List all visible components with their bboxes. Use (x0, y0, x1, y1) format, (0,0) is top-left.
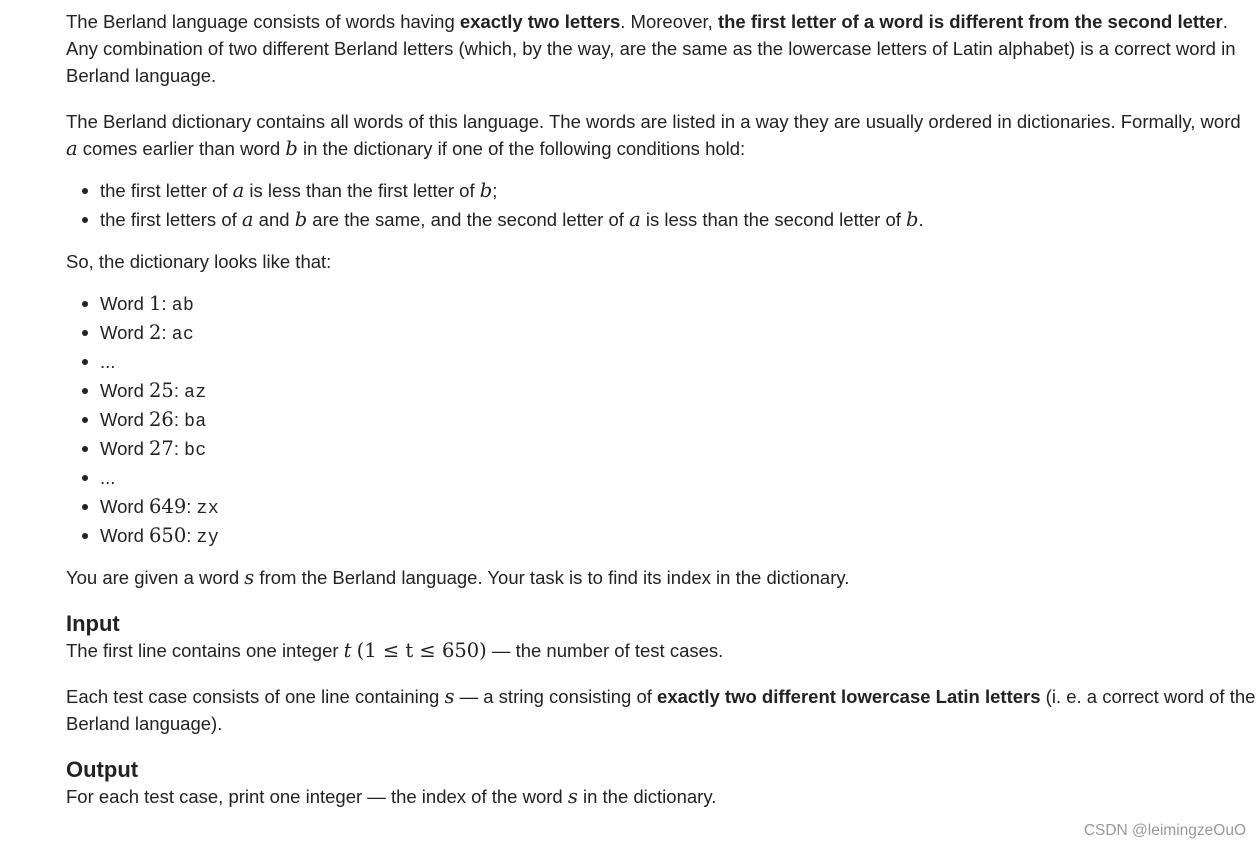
condition-item (66, 176, 1256, 205)
word-number: 27 (149, 437, 174, 460)
output-text-2: in the dictionary. (577, 786, 717, 807)
intro-text-2: . Moreover, (620, 11, 718, 32)
word-code: bc (184, 441, 207, 461)
task-text-2: from the Berland language. Your task is to find its index in the dictionary. (254, 567, 850, 588)
word-label: Word (100, 322, 144, 343)
input-line-2 (66, 683, 1256, 737)
word-list-ellipsis (66, 347, 1256, 376)
input-text-5: (i. e. a correct word of the Berland language). (66, 686, 1256, 734)
word-label: Word (100, 380, 144, 401)
bullet-icon (82, 533, 88, 539)
word-list-item: Word 650: zy (66, 521, 1256, 550)
math-var-a: a (241, 208, 254, 231)
condition-text: is less than the first letter of (244, 180, 480, 201)
looks-like-paragraph: So, the dictionary looks like that: (66, 251, 332, 272)
word-number: 26 (149, 408, 174, 431)
condition-text: and (253, 209, 295, 230)
word-label: Word (100, 438, 144, 459)
dictionary-paragraph (66, 108, 1256, 162)
word-list-item: Word 26: ba (66, 405, 1256, 434)
dict-text-1: The Berland dictionary contains all words of this language. The words are listed in a way they are usually ordered in dictionaries. Formally, word (66, 111, 1241, 132)
math-var-a: a (66, 137, 78, 160)
bullet-icon (82, 504, 88, 510)
bullet-icon (82, 217, 88, 223)
input-line-1 (66, 637, 1256, 664)
word-number: 25 (149, 379, 174, 402)
word-list-item: Word 2: ac (66, 318, 1256, 347)
word-list-item: Word 27: bc (66, 434, 1256, 463)
math-var-b: b (906, 208, 919, 231)
ellipsis-text: ... (100, 467, 116, 488)
bullet-icon (82, 188, 88, 194)
input-bold: exactly two different lowercase Latin letters (657, 686, 1041, 707)
word-label: Word (100, 409, 144, 430)
bullet-icon (82, 330, 88, 336)
output-line (66, 783, 1256, 810)
word-list-item: Word 649: zx (66, 492, 1256, 521)
word-code: ab (171, 296, 195, 316)
condition-item (66, 205, 1256, 234)
word-code: ba (184, 412, 207, 432)
word-code: zx (196, 499, 220, 519)
condition-text: the first letter of (100, 180, 233, 201)
condition-text: ; (492, 180, 498, 201)
math-constraint: (1 ≤ t ≤ 650) (356, 639, 487, 662)
watermark: CSDN @leimingzeOuO (1083, 822, 1246, 839)
output-heading: Output (66, 757, 139, 782)
input-heading: Input (66, 611, 120, 636)
conditions-list (66, 176, 1256, 234)
word-number: 2 (149, 321, 162, 344)
input-text-4: — a string consisting of (454, 686, 658, 707)
bullet-icon (82, 388, 88, 394)
condition-text: the first letters of (100, 209, 242, 230)
word-list-item: Word 25: az (66, 376, 1256, 405)
problem-statement (66, 8, 1256, 810)
word-number: 650 (149, 524, 187, 547)
dict-text-3: in the dictionary if one of the following conditions hold: (297, 138, 746, 159)
input-text-2: — the number of test cases. (486, 640, 724, 661)
word-number: 1 (149, 292, 162, 315)
bullet-icon (82, 359, 88, 365)
word-list-ellipsis (66, 463, 1256, 492)
math-var-a: a (629, 208, 641, 231)
intro-text-1: The Berland language consists of words having (66, 11, 460, 32)
word-code: ac (171, 325, 195, 345)
math-var-b: b (294, 208, 308, 231)
condition-text: is less than the second letter of (640, 209, 907, 230)
dict-text-2: comes earlier than word (77, 138, 286, 159)
word-label: Word (100, 293, 144, 314)
bullet-icon (82, 475, 88, 481)
intro-bold-2: the first letter of a word is different from the second letter (717, 11, 1223, 32)
math-var-b: b (285, 137, 298, 160)
word-number: 649 (149, 495, 187, 518)
word-label: Word (100, 525, 144, 546)
output-text-1: For each test case, print one integer — the index of the word (66, 786, 568, 807)
condition-text: are the same, and the second letter of (307, 209, 630, 230)
word-code: zy (196, 528, 220, 548)
word-list (66, 289, 1256, 550)
bullet-icon (82, 417, 88, 423)
input-text-3: Each test case consists of one line containing (66, 686, 445, 707)
ellipsis-text: ... (100, 351, 116, 372)
word-code: az (184, 383, 207, 403)
math-var-b: b (479, 179, 493, 202)
word-label: Word (100, 496, 144, 517)
math-var-s: s (567, 785, 578, 808)
intro-text-3: . Any combination of two different Berland letters (which, by the way, are the same as the lowercase letters of Latin alphabet) is a correct word in Berland language. (66, 11, 1236, 86)
word-list-item: Word 1: ab (66, 289, 1256, 318)
bullet-icon (82, 446, 88, 452)
math-var-t: t (343, 639, 352, 662)
task-paragraph (66, 564, 1256, 591)
math-var-a: a (232, 179, 245, 202)
intro-bold-1: exactly two letters (459, 11, 621, 32)
math-var-s: s (244, 566, 255, 589)
input-text-1: The first line contains one integer (66, 640, 344, 661)
condition-text: . (918, 209, 924, 230)
bullet-icon (82, 301, 88, 307)
math-var-s: s (444, 685, 455, 708)
intro-paragraph (66, 8, 1256, 89)
task-text-1: You are given a word (66, 567, 245, 588)
